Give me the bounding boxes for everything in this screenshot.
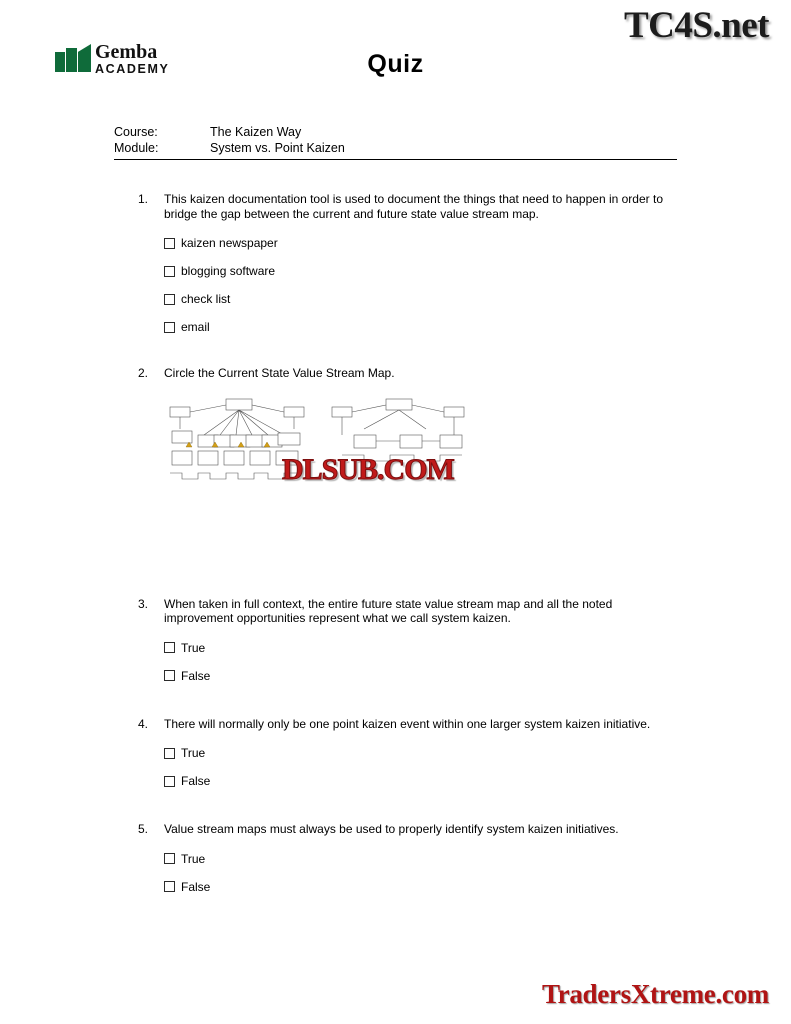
question-text: This kaizen documentation tool is used to document the things that need to happen in order to bridge the gap between the current and future state value stream map. xyxy=(164,192,663,221)
answer-options xyxy=(140,639,671,685)
option-label: True xyxy=(181,640,206,655)
checkbox-icon[interactable] xyxy=(164,322,175,333)
module-row xyxy=(114,140,677,156)
option-label: False xyxy=(181,879,211,894)
option-row[interactable] xyxy=(164,772,671,790)
logo-secondary-text: ACADEMY xyxy=(95,62,170,76)
option-label: blogging software xyxy=(181,264,276,278)
checkbox-icon[interactable] xyxy=(164,748,175,759)
quiz-questions xyxy=(0,192,791,922)
option-label: True xyxy=(181,851,206,866)
page-title: Quiz xyxy=(367,50,424,78)
option-row[interactable] xyxy=(164,850,671,868)
option-row[interactable] xyxy=(164,262,671,280)
watermark-top-right: TC4S.net xyxy=(623,5,769,46)
logo-primary-text: Gemba xyxy=(95,41,158,63)
checkbox-icon[interactable] xyxy=(164,266,175,277)
question-item xyxy=(0,822,791,896)
answer-options xyxy=(140,850,671,896)
option-row[interactable] xyxy=(164,878,671,896)
question-number: 5. xyxy=(138,822,149,836)
question-item xyxy=(0,192,791,336)
course-label: Course: xyxy=(114,125,158,139)
question-text: Value stream maps must always be used to properly identify system kaizen initiatives. xyxy=(164,822,619,836)
question-item xyxy=(0,597,791,685)
course-row xyxy=(114,124,677,140)
checkbox-icon[interactable] xyxy=(164,881,175,892)
checkbox-icon[interactable] xyxy=(164,238,175,249)
module-value: System vs. Point Kaizen xyxy=(210,141,345,155)
answer-options xyxy=(140,744,671,790)
checkbox-icon[interactable] xyxy=(164,294,175,305)
option-row[interactable] xyxy=(164,290,671,308)
option-label: False xyxy=(181,668,211,683)
option-label: False xyxy=(181,774,211,788)
question-text: Circle the Current State Value Stream Map. xyxy=(164,366,395,380)
question-number: 3. xyxy=(138,596,149,611)
question-number: 1. xyxy=(138,192,149,206)
question-text: When taken in full context, the entire future state value stream map and all the noted improvement opportunities represent what we call system kaizen. xyxy=(164,596,613,625)
question-number: 2. xyxy=(138,366,149,380)
option-row[interactable] xyxy=(164,744,671,762)
course-meta xyxy=(114,124,677,160)
option-label: True xyxy=(181,746,206,760)
question-text: There will normally only be one point kaizen event within one larger system kaizen initiative. xyxy=(164,716,651,731)
course-value: The Kaizen Way xyxy=(210,125,302,139)
option-row[interactable] xyxy=(164,639,671,657)
option-label: kaizen newspaper xyxy=(181,236,278,250)
option-label: email xyxy=(181,320,210,334)
header-divider xyxy=(114,159,677,160)
option-row[interactable] xyxy=(164,667,671,685)
checkbox-icon[interactable] xyxy=(164,670,175,681)
option-row[interactable] xyxy=(164,318,671,336)
answer-options xyxy=(140,234,671,336)
checkbox-icon[interactable] xyxy=(164,776,175,787)
question-number: 4. xyxy=(138,716,149,731)
value-stream-map-figure xyxy=(164,395,474,515)
option-label: check list xyxy=(181,292,231,306)
checkbox-icon[interactable] xyxy=(164,853,175,864)
watermark-bottom-right: TradersXtreme.com xyxy=(541,979,769,1009)
document-header xyxy=(0,38,791,88)
question-item xyxy=(0,366,791,515)
option-row[interactable] xyxy=(164,234,671,252)
module-label: Module: xyxy=(114,141,159,155)
watermark-overlay: DLSUB.COM xyxy=(282,452,454,486)
checkbox-icon[interactable] xyxy=(164,642,175,653)
question-item xyxy=(0,717,791,791)
